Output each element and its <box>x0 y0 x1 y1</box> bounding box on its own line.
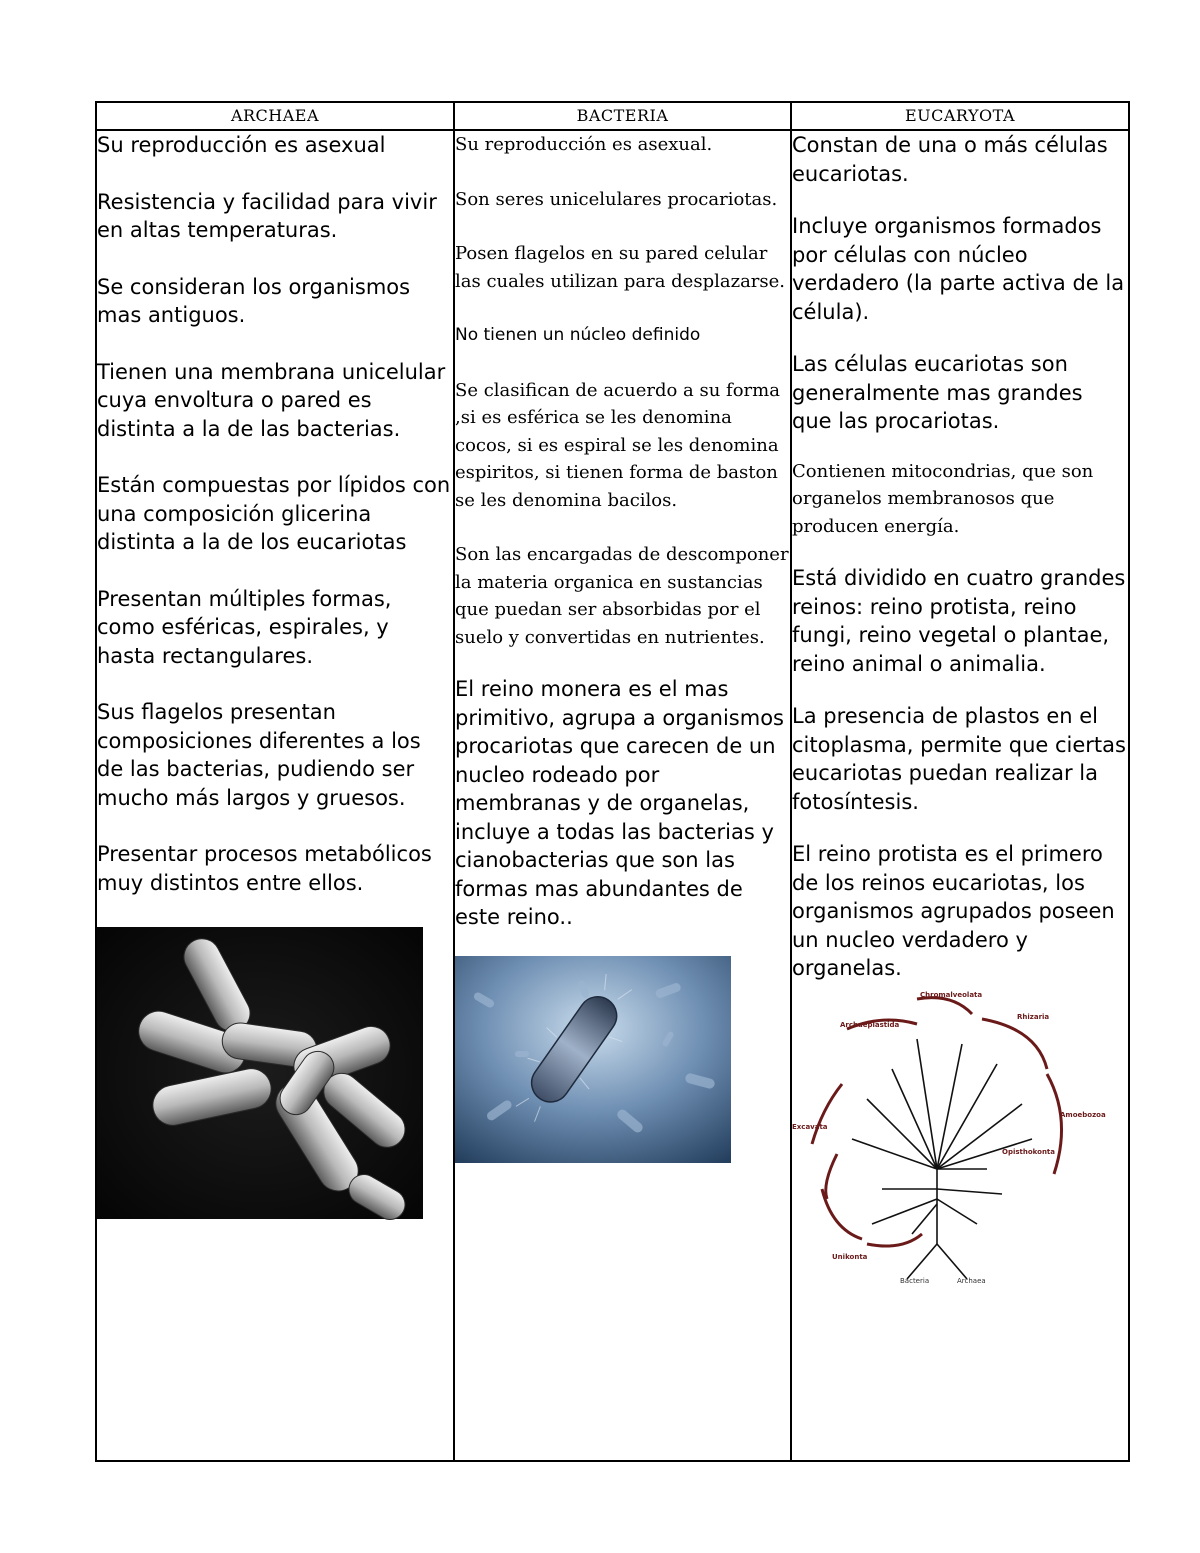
bacteria-illustration <box>455 956 731 1163</box>
eucaryota-text-1: Constan de una o más células eucariotas. <box>792 133 1108 186</box>
comparison-table <box>95 101 1130 1462</box>
tree-label-bacteria: Bacteria <box>900 1276 930 1285</box>
content-row <box>96 130 1129 1461</box>
archaea-text-7: Sus flagelos presentan composiciones diferentes a los de las bacterias, pudiendo ser mucho más largos y gruesos. <box>97 700 421 810</box>
tree-group-excavata: Excavata <box>792 1122 828 1131</box>
archaea-text-5: Están compuestas por lípidos con una composición glicerina distinta a la de los eucariotas <box>97 473 451 554</box>
tree-group-chromalveolata: Chromalveolata <box>920 990 983 999</box>
archaea-text-6: Presentan múltiples formas, como esféricas, espirales, y hasta rectangulares. <box>97 586 392 668</box>
tree-group-opisthokonta: Opisthokonta <box>1002 1147 1055 1156</box>
archaea-micrograph <box>97 927 423 1219</box>
bacteria-text-7: El reino monera es el mas primitivo, agrupa a organismos procariotas que carecen de un nucleo rodeado por membranas y de organelas, incluye a todas las bacterias y cianobacterias que son las formas mas abundantes de este reino.. <box>455 677 784 929</box>
header-archaea: ARCHAEA <box>96 102 454 130</box>
tree-group-rhizaria: Rhizaria <box>1017 1012 1050 1021</box>
archaea-text-8: Presentar procesos metabólicos muy distintos entre ellos. <box>97 842 432 895</box>
tree-group-archaeplastida: Archaeplastida <box>840 1020 900 1029</box>
eucaryota-text-3: Las células eucariotas son generalmente mas grandes que las procariotas. <box>792 352 1083 433</box>
header-bacteria: BACTERIA <box>454 102 791 130</box>
archaea-text-4: Tienen una membrana unicelular cuya envoltura o pared es distinta a la de las bacterias. <box>97 359 446 441</box>
archaea-text-3: Se consideran los organismos mas antiguos. <box>97 274 411 327</box>
header-eucaryota: EUCARYOTA <box>791 102 1129 130</box>
bacteria-text-5: Se clasifican de acuerdo a su forma ,si es esférica se les denomina cocos, si es espiral se les denomina espiritos, si tienen forma de baston se les denomina bacilos. <box>455 379 780 511</box>
bacteria-text-1: Su reproducción es asexual. <box>455 134 713 155</box>
tree-group-unikonta: Unikonta <box>832 1252 868 1261</box>
archaea-text-2: Resistencia y facilidad para vivir en altas temperaturas. <box>97 189 437 242</box>
eucaryota-cell <box>791 130 1129 1461</box>
eucaryota-text-4: Contienen mitocondrias, que son organelos membranosos que producen energía. <box>792 460 1094 537</box>
bacteria-text-3: Posen flagelos en su pared celular las cuales utilizan para desplazarse. <box>455 243 786 292</box>
eucaryota-text-5: Está dividido en cuatro grandes reinos: reino protista, reino fungi, reino vegetal o plantae, reino animal o animalia. <box>792 566 1126 676</box>
eucaryota-text-7: El reino protista es el primero de los reinos eucariotas, los organismos agrupados poseen un nucleo verdadero y organelas. <box>792 842 1115 980</box>
archaea-text-1: Su reproducción es asexual <box>97 133 386 157</box>
eucaryota-text-6: La presencia de plastos en el citoplasma, permite que ciertas eucariotas puedan realizar la fotosíntesis. <box>792 704 1126 814</box>
bacteria-text-4: No tienen un núcleo definido <box>455 325 701 345</box>
bacteria-cell <box>454 130 791 1461</box>
tree-label-archaea: Archaea <box>957 1276 986 1285</box>
tree-group-amoebozoa: Amoebozoa <box>1060 1110 1106 1119</box>
bacteria-text-2: Son seres unicelulares procariotas. <box>455 188 778 210</box>
bacteria-text-6: Son las encargadas de descomponer la materia organica en sustancias que puedan ser absorbidas por el suelo y convertidas en nutrientes. <box>455 544 789 648</box>
eucaryota-text-2: Incluye organismos formados por células con núcleo verdadero (la parte activa de la célula). <box>792 214 1125 324</box>
header-row <box>96 102 1129 130</box>
phylogenetic-tree-diagram <box>792 989 1106 1285</box>
archaea-cell <box>96 130 454 1461</box>
